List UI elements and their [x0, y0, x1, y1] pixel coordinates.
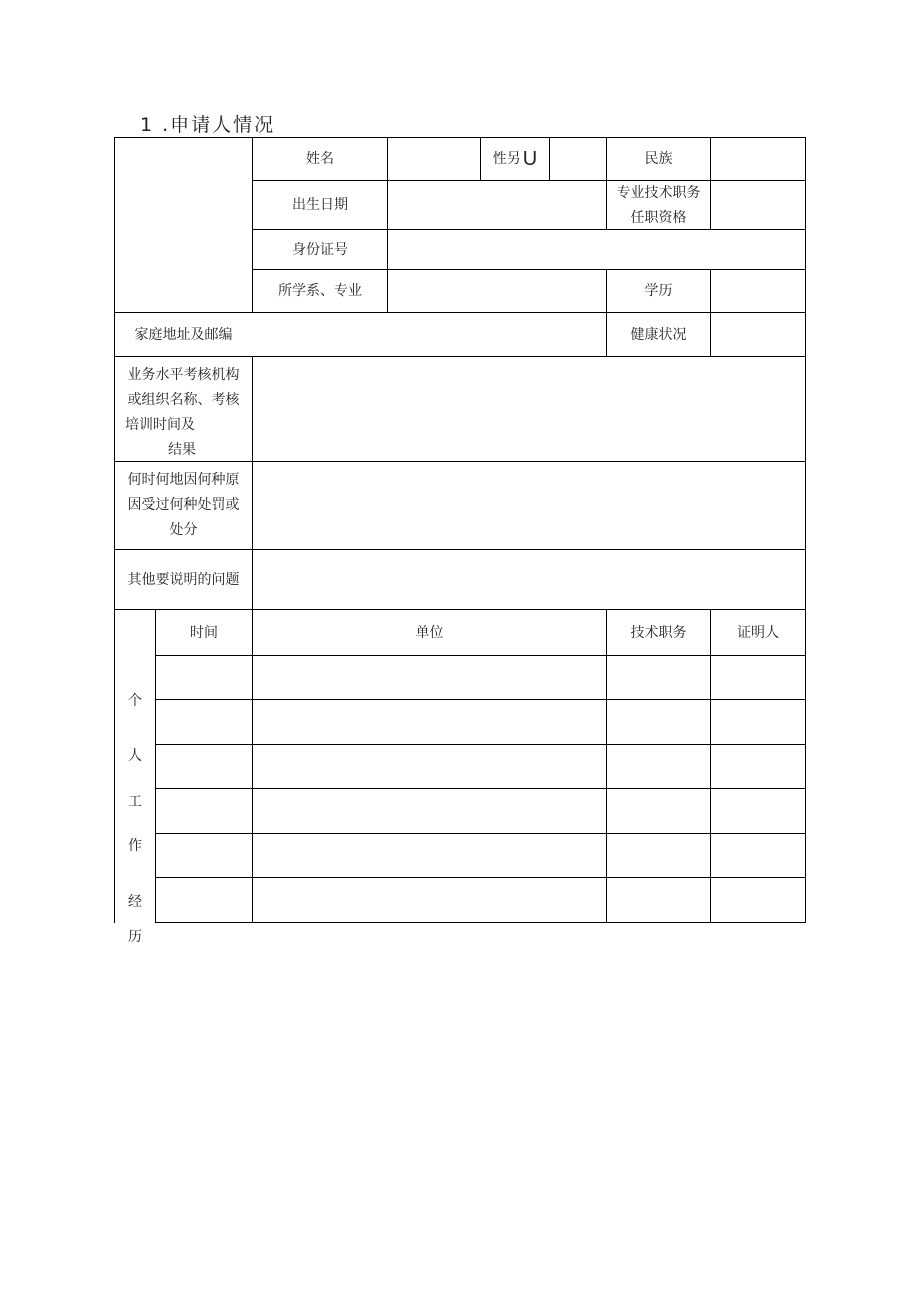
gender-mark: U: [522, 148, 538, 170]
col-line: [155, 609, 156, 923]
col-line: [387, 137, 388, 313]
table-border-right: [805, 137, 806, 923]
label-penalty-line1: 何时何地因何种原: [127, 472, 240, 488]
label-birth-date: 出生日期: [292, 197, 348, 213]
label-assessment-line2: 或组织名称、考核: [127, 392, 240, 408]
label-other: 其他要说明的问题: [127, 571, 240, 588]
col-line: [710, 269, 711, 357]
col-line: [710, 137, 711, 230]
row-line: [114, 356, 806, 357]
col-header-position: 技术职务: [630, 624, 687, 641]
label-gender: [481, 138, 549, 180]
col-header-witness: 证明人: [737, 624, 779, 641]
section-heading: 1 .申请人情况: [140, 114, 276, 136]
label-penalty: [115, 468, 252, 546]
label-health: 健康状况: [630, 326, 687, 343]
work-history-side-char: 经: [128, 894, 142, 910]
label-id-number: 身份证号: [292, 241, 348, 258]
label-penalty-line2: 因受过何种处罚或: [127, 497, 240, 513]
col-line: [549, 137, 550, 181]
work-history-side-char: 个: [128, 693, 142, 709]
label-ethnicity: 民族: [644, 151, 673, 167]
label-professional-title-line1: 专业技术职务: [616, 185, 701, 201]
work-history-side-char: 人: [128, 748, 142, 764]
col-header-unit: 单位: [415, 624, 444, 641]
label-professional-title-line2: 任职资格: [630, 210, 687, 226]
work-history-side-char: 作: [128, 838, 142, 854]
label-professional-title: [607, 181, 710, 229]
label-assessment: [115, 363, 252, 458]
label-address: 家庭地址及邮编: [134, 326, 233, 343]
col-line: [606, 609, 607, 923]
col-header-time: 时间: [190, 624, 218, 641]
label-assessment-line3: 培训时间及: [125, 417, 195, 433]
label-department: 所学系、专业: [278, 283, 362, 299]
label-education: 学历: [644, 283, 673, 299]
label-assessment-line1: 业务水平考核机构: [127, 367, 240, 383]
label-assessment-line4: 结果: [168, 442, 196, 458]
col-line: [710, 609, 711, 923]
label-name: 姓名: [306, 151, 334, 167]
work-history-side-char: 工: [128, 794, 142, 810]
label-penalty-line3: 处分: [169, 522, 198, 538]
work-history-side-char: 历: [128, 929, 142, 945]
label-gender-text: 性另: [492, 151, 521, 167]
